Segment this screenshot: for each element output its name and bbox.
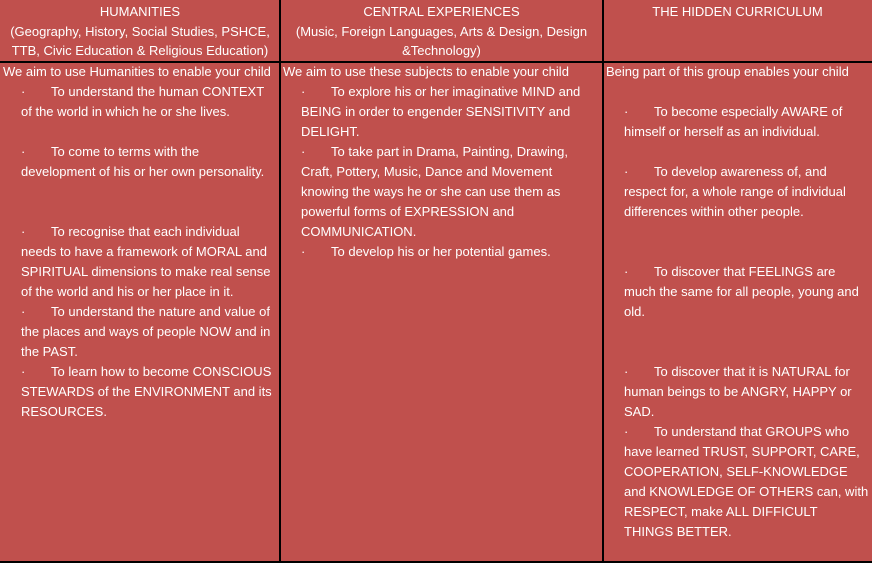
list-item: · To develop awareness of, and respect for, a whole range of individual differences within other people. (624, 164, 846, 219)
list-item: · To understand the human CONTEXT of the world in which he or she lives. (21, 84, 264, 119)
column-header (603, 2, 872, 22)
bullet-icon: · (21, 364, 26, 379)
hidden-curriculum-column (603, 0, 872, 563)
bullet-list (283, 82, 600, 262)
column-intro: Being part of this group enables your child (606, 64, 849, 79)
bullet-icon: · (21, 224, 26, 239)
bullet-icon: · (624, 424, 629, 439)
list-item: · To come to terms with the development of his or her own personality. (21, 144, 265, 179)
column-subheading: (Music, Foreign Languages, Arts & Design, Design &Technology) (295, 23, 588, 58)
column-heading: CENTRAL EXPERIENCES (363, 4, 520, 19)
bullet-icon: · (21, 84, 26, 99)
column-heading: HUMANITIES (99, 4, 181, 19)
list-item: · To understand that GROUPS who have learned TRUST, SUPPORT, CARE, COOPERATION, SELF-KNOWLEDGE and KNOWLEDGE OF OTHERS can, with RESPECT, make ALL DIFFICULT THINGS BETTER. (624, 424, 869, 539)
column-intro: We aim to use Humanities to enable your child (3, 64, 271, 79)
column-header (0, 2, 280, 61)
bullet-icon: · (21, 144, 26, 159)
bullet-icon: · (21, 304, 26, 319)
column-heading: THE HIDDEN CURRICULUM (652, 4, 823, 19)
list-item: · To understand the nature and value of the places and ways of people NOW and in the PAST. (21, 304, 271, 359)
column-body (280, 62, 603, 262)
bullet-icon: · (624, 104, 629, 119)
bullet-icon: · (301, 84, 306, 99)
header-divider (0, 61, 872, 63)
list-item: · To learn how to become CONSCIOUS STEWARDS of the ENVIRONMENT and its RESOURCES. (21, 364, 272, 419)
column-header (280, 2, 603, 61)
bullet-list (3, 82, 277, 422)
column-subheading: (Geography, History, Social Studies, PSHCE, TTB, Civic Education & Religious Education) (10, 23, 270, 58)
bullet-icon: · (624, 364, 629, 379)
list-item: · To take part in Drama, Painting, Drawing, Craft, Pottery, Music, Dance and Movement knowing the ways he or she can use them as powerful forms of EXPRESSION and COMMUNICATION. (301, 144, 568, 239)
column-body (603, 62, 872, 542)
central-experiences-column (280, 0, 603, 563)
list-item: · To discover that it is NATURAL for human beings to be ANGRY, HAPPY or SAD. (624, 364, 852, 419)
column-divider (279, 0, 281, 563)
bullet-icon: · (301, 244, 306, 259)
bullet-icon: · (624, 264, 629, 279)
list-item: · To become especially AWARE of himself or herself as an individual. (624, 104, 843, 139)
list-item: · To recognise that each individual needs to have a framework of MORAL and SPIRITUAL dimensions to make real sense of the world and his or her place in it. (21, 224, 271, 299)
column-body (0, 62, 280, 422)
bullet-icon: · (301, 144, 306, 159)
bullet-list (606, 102, 869, 542)
humanities-column (0, 0, 280, 563)
list-item: · To discover that FEELINGS are much the same for all people, young and old. (624, 264, 859, 319)
list-item: · To explore his or her imaginative MIND and BEING in order to engender SENSITIVITY and DELIGHT. (301, 84, 581, 139)
column-intro: We aim to use these subjects to enable your child (283, 64, 569, 79)
column-divider (602, 0, 604, 563)
list-item: · To develop his or her potential games. (301, 242, 600, 262)
bullet-icon: · (624, 164, 629, 179)
